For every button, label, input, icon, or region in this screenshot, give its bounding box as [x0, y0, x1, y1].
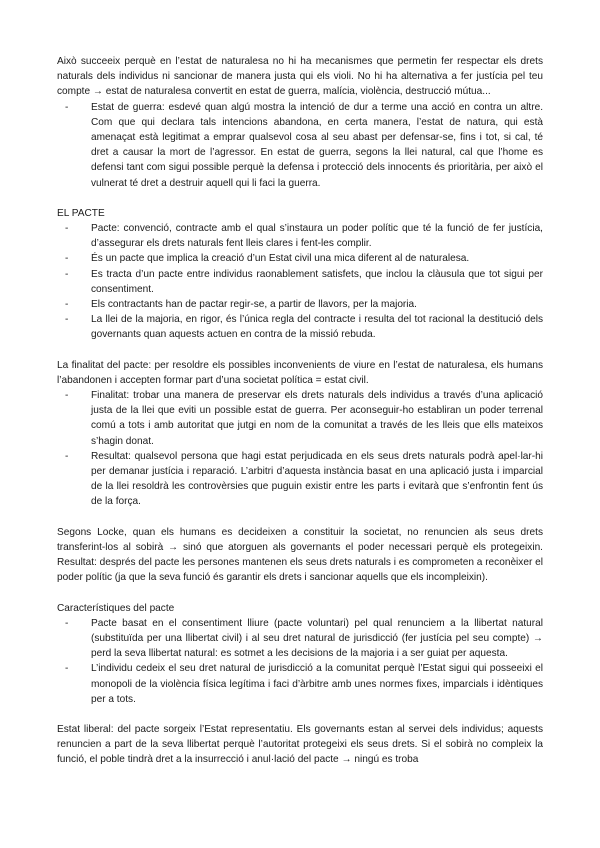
list-item: - L’individu cedeix el seu dret natural de jurisdicció a la comunitat perquè l’Estat sigui qui posseeixi el monopoli de la violència física legítima i faci d’àrbitre amb unes normes fixes, imparcials i idèntiques per a tots. [57, 661, 543, 707]
intro-bullet-list [57, 100, 543, 191]
pacte-bullet-list [57, 221, 543, 343]
list-item: - Pacte basat en el consentiment lliure (pacte voluntari) pel qual renunciem a la llibertat natural (substituïda per una llibertat civil) i al seu dret natural de jurisdicció (fer justícia pel seu compte) → perd la seva llibertat natural: es sotmet a les decisions de la majoria i a ser guiat per aquesta. [57, 616, 543, 662]
list-item: - Els contractants han de pactar regir-se, a partir de llavors, per la majoria. [57, 297, 543, 312]
list-item: - Finalitat: trobar una manera de preservar els drets naturals dels individus a través d’una aplicació justa de la llei que eviti un possible estat de guerra. Per aconseguir-ho establiran un poder terrenal comú a tots i amb autoritat que jutgi en nom de la comunitat a través de les lleis que ells mateixos s’hagin donat. [57, 388, 543, 449]
list-item: - La llei de la majoria, en rigor, és l’única regla del contracte i resulta del tot racional la destitució dels governants quan aquests actuen en contra de la missió rebuda. [57, 312, 543, 342]
list-item: - Pacte: convenció, contracte amb el qual s’instaura un poder polític que té la funció de fer justícia, d’assegurar els drets naturals fent lleis clares i fent-les complir. [57, 221, 543, 251]
caracteristiques-bullet-list [57, 616, 543, 707]
finalitat-bullet-list [57, 388, 543, 510]
list-item: - És un pacte que implica la creació d’un Estat civil una mica diferent al de naturalesa. [57, 251, 543, 266]
locke-paragraph: Segons Locke, quan els humans es decideixen a constituir la societat, no renuncien als seus drets transferint-los al sobirà → sinó que atorguen als governants el poder necessari perquè els protegeixin. Resultat: després del pacte les persones mantenen els seus drets naturals i es comprometen a reconèixer el poder polític (ja que la seva funció és garantir els drets i sancionar aquells que els incompleixin). [57, 526, 543, 584]
list-item: - Es tracta d’un pacte entre individus raonablement satisfets, que inclou la clàusula que tot sigui per consentiment. [57, 267, 543, 297]
estat-liberal-paragraph: Estat liberal: del pacte sorgeix l’Estat representatiu. Els governants estan al servei dels individus; aquests renuncien a part de la seva llibertat perquè l’autoritat protegeixi els seus drets. Si el sobirà no compleix la funció, el poble tindrà dret a la insurrecció i anul·lació del pacte → ningú es troba [57, 723, 543, 766]
section-heading-el-pacte: EL PACTE [57, 207, 105, 219]
list-item: - Estat de guerra: esdevé quan algú mostra la intenció de dur a terme una acció en contra un altre. Com que qui declara tals intencions abandona, en certa manera, l’estat de natura, qui està amenaçat està legitimat a emprar qualsevol cosa al seu abast per defensar-se, fins i tot, si cal, té dret a causar la mort de l’agressor. En estat de guerra, segons la llei natural, cal que l’home es defensi tant com sigui possible perquè la defensa i protecció dels innocents és prioritària, per això el vulnerat té dret a destruir aquell qui li faci la guerra. [57, 100, 543, 191]
document-body [57, 54, 543, 768]
section-heading-caracteristiques: Característiques del pacte [57, 602, 175, 614]
finalitat-paragraph: La finalitat del pacte: per resoldre els possibles inconvenients de viure en l’estat de naturalesa, els humans l’abandonen i accepten formar part d’una societat política = estat civil. [57, 359, 543, 386]
intro-paragraph: Això succeeix perquè en l’estat de naturalesa no hi ha mecanismes que permetin fer respectar els drets naturals dels individus ni sancionar de manera justa qui els violi. No hi ha alternativa a fer justícia pel teu compte → estat de naturalesa convertit en estat de guerra, malícia, violència, destrucció mútua... [57, 56, 543, 98]
list-item: - Resultat: qualsevol persona que hagi estat perjudicada en els seus drets naturals podrà apel·lar-hi per demanar justícia i reparació. L’arbitri d’aquesta instància basat en una aplicació justa i imparcial de la llei resoldrà les controvèrsies que puguin existir entre les parts i evitarà que s’enfrontin fent ús de la força. [57, 449, 543, 510]
